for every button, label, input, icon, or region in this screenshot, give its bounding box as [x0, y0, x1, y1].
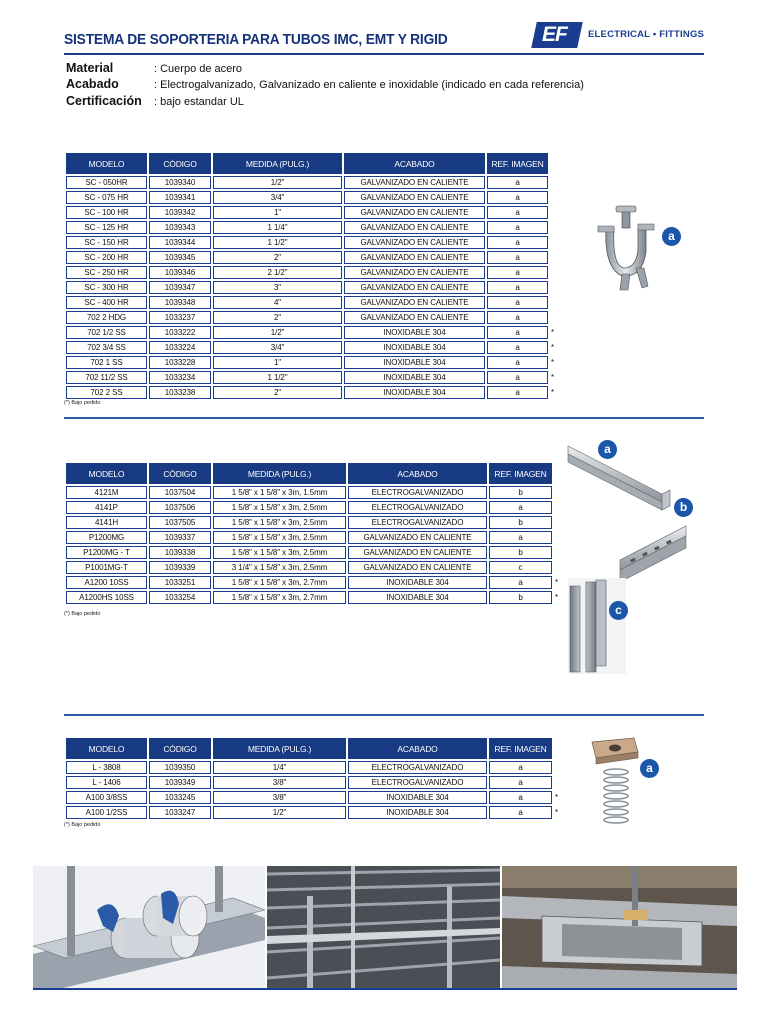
- cell-medida: 1 5/8" x 1 5/8" x 3m, 2.7mm: [213, 591, 346, 604]
- cell-acabado: ELECTROGALVANIZADO: [348, 501, 487, 514]
- cell-medida: 1 5/8" x 1 5/8" x 3m, 2.5mm: [213, 546, 346, 559]
- pipe-clamp-image: [592, 198, 660, 298]
- cell-codigo: 1033251: [149, 576, 211, 589]
- bajo-pedido-marker: *: [551, 358, 555, 367]
- cell-modelo: 4141P: [66, 501, 147, 514]
- cell-medida: 4": [213, 296, 342, 309]
- cell-medida: 2": [213, 311, 342, 324]
- spring-nut-image: [586, 736, 642, 830]
- cell-ref-imagen: b: [489, 591, 552, 604]
- col-header-modelo: MODELO: [66, 738, 147, 759]
- cell-acabado: GALVANIZADO EN CALIENTE: [348, 561, 487, 574]
- photo-ceiling-channels: [267, 866, 500, 988]
- cell-acabado: INOXIDABLE 304: [344, 341, 485, 354]
- col-header-medida: MEDIDA (PULG.): [213, 153, 342, 174]
- cell-medida: 3/8": [213, 791, 346, 804]
- cell-modelo: A100 3/8SS: [66, 791, 147, 804]
- cell-codigo: 1033228: [149, 356, 211, 369]
- cell-ref-imagen: a: [489, 791, 552, 804]
- cell-modelo: SC - 250 HR: [66, 266, 147, 279]
- cell-modelo: SC - 400 HR: [66, 296, 147, 309]
- cell-ref-imagen: b: [489, 486, 552, 499]
- cell-acabado: INOXIDABLE 304: [344, 326, 485, 339]
- installation-illustration: [33, 866, 265, 988]
- cell-acabado: INOXIDABLE 304: [348, 791, 487, 804]
- table-row: [66, 266, 548, 279]
- brand-logo: [534, 22, 704, 48]
- cell-modelo: 4141H: [66, 516, 147, 529]
- table-row: [66, 576, 552, 589]
- cell-modelo: 702 2 SS: [66, 386, 147, 399]
- cell-codigo: 1039345: [149, 251, 211, 264]
- cell-codigo: 1037504: [149, 486, 211, 499]
- cell-modelo: A100 1/2SS: [66, 806, 147, 819]
- cell-acabado: INOXIDABLE 304: [348, 806, 487, 819]
- col-header-ref-imagen: REF. IMAGEN: [487, 153, 548, 174]
- cell-modelo: L - 1406: [66, 776, 147, 789]
- cell-codigo: 1033234: [149, 371, 211, 384]
- table-row: [66, 386, 548, 399]
- cell-acabado: INOXIDABLE 304: [348, 591, 487, 604]
- cell-medida: 3/8": [213, 776, 346, 789]
- photo-strut-detail: [502, 866, 737, 988]
- cell-codigo: 1033247: [149, 806, 211, 819]
- spec-acabado: [66, 77, 584, 92]
- cell-ref-imagen: a: [487, 311, 548, 324]
- cell-ref-imagen: a: [487, 191, 548, 204]
- cell-ref-imagen: a: [487, 356, 548, 369]
- cell-medida: 2 1/2": [213, 266, 342, 279]
- cell-acabado: GALVANIZADO EN CALIENTE: [344, 251, 485, 264]
- table-row: [66, 311, 548, 324]
- table-row: [66, 591, 552, 604]
- cell-codigo: 1039344: [149, 236, 211, 249]
- cell-medida: 1 5/8" x 1 5/8" x 3m, 2.7mm: [213, 576, 346, 589]
- cell-modelo: A1200 10SS: [66, 576, 147, 589]
- table-row: [66, 251, 548, 264]
- cell-acabado: INOXIDABLE 304: [344, 386, 485, 399]
- cell-medida: 3 1/4" x 1 5/8" x 3m, 2.5mm: [213, 561, 346, 574]
- cell-ref-imagen: a: [487, 266, 548, 279]
- cell-ref-imagen: a: [487, 281, 548, 294]
- footnote: (*) Bajo pedido: [64, 611, 101, 617]
- title-divider: [64, 53, 704, 55]
- cell-modelo: SC - 075 HR: [66, 191, 147, 204]
- table-channels: [64, 461, 554, 606]
- col-header-codigo: CÓDIGO: [149, 738, 211, 759]
- col-header-ref-imagen: REF. IMAGEN: [489, 463, 552, 484]
- spec-label: Certificación: [66, 94, 142, 108]
- cell-modelo: SC - 050HR: [66, 176, 147, 189]
- ref-badge-a: a: [640, 759, 659, 778]
- cell-medida: 3/4": [213, 341, 342, 354]
- cell-codigo: 1033237: [149, 311, 211, 324]
- ref-badge-b: b: [674, 498, 693, 517]
- page-title: SISTEMA DE SOPORTERIA PARA TUBOS IMC, EMT Y RIGID: [64, 31, 448, 48]
- cell-acabado: GALVANIZADO EN CALIENTE: [348, 531, 487, 544]
- col-header-acabado: ACABADO: [348, 463, 487, 484]
- cell-ref-imagen: a: [487, 371, 548, 384]
- col-header-acabado: ACABADO: [344, 153, 485, 174]
- strut-detail-photo: [502, 866, 737, 988]
- cell-ref-imagen: b: [489, 516, 552, 529]
- table-row: [66, 326, 548, 339]
- strut-channel-images: [566, 436, 690, 676]
- table-row: [66, 806, 552, 819]
- cell-ref-imagen: a: [487, 341, 548, 354]
- bajo-pedido-marker: *: [555, 578, 559, 587]
- footnote: (*) Bajo pedido: [64, 822, 101, 828]
- cell-medida: 1 1/2": [213, 371, 342, 384]
- cell-codigo: 1039349: [149, 776, 211, 789]
- footnote: (*) Bajo pedido: [64, 400, 101, 406]
- cell-ref-imagen: a: [487, 386, 548, 399]
- table-row: [66, 791, 552, 804]
- spec-label: Material: [66, 61, 114, 75]
- cell-codigo: 1033224: [149, 341, 211, 354]
- cell-ref-imagen: a: [489, 776, 552, 789]
- cell-acabado: GALVANIZADO EN CALIENTE: [348, 546, 487, 559]
- cell-modelo: P1200MG - T: [66, 546, 147, 559]
- cell-ref-imagen: c: [489, 561, 552, 574]
- cell-acabado: INOXIDABLE 304: [344, 356, 485, 369]
- col-header-codigo: CÓDIGO: [149, 153, 211, 174]
- cell-acabado: GALVANIZADO EN CALIENTE: [344, 176, 485, 189]
- logo-text: ELECTRICAL • FITTINGS: [588, 29, 705, 40]
- cell-codigo: 1033238: [149, 386, 211, 399]
- col-header-acabado: ACABADO: [348, 738, 487, 759]
- cell-codigo: 1039343: [149, 221, 211, 234]
- cell-codigo: 1039341: [149, 191, 211, 204]
- cell-acabado: GALVANIZADO EN CALIENTE: [344, 236, 485, 249]
- col-header-medida: MEDIDA (PULG.): [213, 463, 346, 484]
- cell-codigo: 1037505: [149, 516, 211, 529]
- cell-modelo: SC - 200 HR: [66, 251, 147, 264]
- section-divider: [64, 714, 704, 716]
- ref-badge-a: a: [662, 227, 681, 246]
- cell-acabado: GALVANIZADO EN CALIENTE: [344, 296, 485, 309]
- cell-modelo: 4121M: [66, 486, 147, 499]
- cell-medida: 1 1/2": [213, 236, 342, 249]
- cell-medida: 1/2": [213, 806, 346, 819]
- bajo-pedido-marker: *: [551, 328, 555, 337]
- cell-medida: 3/4": [213, 191, 342, 204]
- table-row: [66, 486, 552, 499]
- cell-codigo: 1039348: [149, 296, 211, 309]
- cell-acabado: ELECTROGALVANIZADO: [348, 776, 487, 789]
- cell-medida: 1/2": [213, 326, 342, 339]
- cell-ref-imagen: a: [489, 761, 552, 774]
- cell-medida: 2": [213, 386, 342, 399]
- cell-medida: 1 1/4": [213, 221, 342, 234]
- cell-medida: 2": [213, 251, 342, 264]
- table-row: [66, 546, 552, 559]
- cell-medida: 1 5/8" x 1 5/8" x 3m, 2.5mm: [213, 531, 346, 544]
- cell-ref-imagen: a: [487, 206, 548, 219]
- cell-codigo: 1039339: [149, 561, 211, 574]
- cell-acabado: GALVANIZADO EN CALIENTE: [344, 281, 485, 294]
- bajo-pedido-marker: *: [555, 808, 559, 817]
- cell-modelo: 702 11/2 SS: [66, 371, 147, 384]
- spec-material: [66, 61, 242, 76]
- cell-modelo: SC - 100 HR: [66, 206, 147, 219]
- cell-modelo: SC - 125 HR: [66, 221, 147, 234]
- table-row: [66, 296, 548, 309]
- cell-codigo: 1033245: [149, 791, 211, 804]
- cell-acabado: ELECTROGALVANIZADO: [348, 516, 487, 529]
- ref-badge-a: a: [598, 440, 617, 459]
- col-header-modelo: MODELO: [66, 153, 147, 174]
- bajo-pedido-marker: *: [551, 388, 555, 397]
- cell-ref-imagen: a: [489, 531, 552, 544]
- cell-ref-imagen: a: [487, 236, 548, 249]
- cell-ref-imagen: a: [487, 221, 548, 234]
- bajo-pedido-marker: *: [551, 373, 555, 382]
- cell-codigo: 1039338: [149, 546, 211, 559]
- cell-codigo: 1033222: [149, 326, 211, 339]
- cell-modelo: 702 2 HDG: [66, 311, 147, 324]
- cell-modelo: SC - 150 HR: [66, 236, 147, 249]
- ref-badge-c: c: [609, 601, 628, 620]
- table-row: [66, 236, 548, 249]
- col-header-modelo: MODELO: [66, 463, 147, 484]
- table-row: [66, 176, 548, 189]
- spec-label: Acabado: [66, 77, 119, 91]
- cell-modelo: SC - 300 HR: [66, 281, 147, 294]
- spec-certificacion: [66, 94, 244, 109]
- table-row: [66, 776, 552, 789]
- bajo-pedido-marker: *: [551, 343, 555, 352]
- cell-codigo: 1039347: [149, 281, 211, 294]
- cell-acabado: GALVANIZADO EN CALIENTE: [344, 191, 485, 204]
- table-row: [66, 761, 552, 774]
- cell-medida: 1/2": [213, 176, 342, 189]
- cell-ref-imagen: a: [487, 176, 548, 189]
- cell-medida: 1/4": [213, 761, 346, 774]
- cell-codigo: 1039342: [149, 206, 211, 219]
- footer-divider: [33, 988, 737, 990]
- table-row: [66, 341, 548, 354]
- cell-ref-imagen: a: [487, 296, 548, 309]
- table-row: [66, 371, 548, 384]
- table-row: [66, 206, 548, 219]
- cell-codigo: 1039350: [149, 761, 211, 774]
- cell-ref-imagen: a: [487, 326, 548, 339]
- cell-codigo: 1037506: [149, 501, 211, 514]
- table-row: [66, 531, 552, 544]
- col-header-ref-imagen: REF. IMAGEN: [489, 738, 552, 759]
- cell-codigo: 1039337: [149, 531, 211, 544]
- cell-medida: 1 5/8" x 1 5/8" x 3m, 2.5mm: [213, 516, 346, 529]
- cell-modelo: 702 1/2 SS: [66, 326, 147, 339]
- spec-value: : Cuerpo de acero: [154, 63, 243, 75]
- cell-acabado: ELECTROGALVANIZADO: [348, 761, 487, 774]
- cell-modelo: L - 3808: [66, 761, 147, 774]
- logo-mark: EF: [542, 23, 567, 46]
- cell-ref-imagen: b: [489, 546, 552, 559]
- cell-ref-imagen: a: [487, 251, 548, 264]
- cell-acabado: INOXIDABLE 304: [344, 371, 485, 384]
- cell-modelo: P1200MG: [66, 531, 147, 544]
- cell-acabado: GALVANIZADO EN CALIENTE: [344, 266, 485, 279]
- spec-value: : bajo estandar UL: [154, 96, 244, 108]
- col-header-medida: MEDIDA (PULG.): [213, 738, 346, 759]
- cell-modelo: P1001MG-T: [66, 561, 147, 574]
- photo-installation-diagram: [33, 866, 265, 988]
- section-divider: [64, 417, 704, 419]
- table-row: [66, 516, 552, 529]
- cell-medida: 1": [213, 356, 342, 369]
- cell-codigo: 1039340: [149, 176, 211, 189]
- cell-acabado: GALVANIZADO EN CALIENTE: [344, 206, 485, 219]
- cell-modelo: 702 1 SS: [66, 356, 147, 369]
- cell-acabado: ELECTROGALVANIZADO: [348, 486, 487, 499]
- table-row: [66, 501, 552, 514]
- cell-ref-imagen: a: [489, 501, 552, 514]
- cell-codigo: 1033254: [149, 591, 211, 604]
- cell-ref-imagen: a: [489, 806, 552, 819]
- col-header-codigo: CÓDIGO: [149, 463, 211, 484]
- spec-value: : Electrogalvanizado, Galvanizado en caliente e inoxidable (indicado en cada referencia): [154, 79, 584, 91]
- cell-medida: 1 5/8" x 1 5/8" x 3m, 1.5mm: [213, 486, 346, 499]
- cell-acabado: INOXIDABLE 304: [348, 576, 487, 589]
- table-spring-nuts: [64, 736, 554, 821]
- table-row: [66, 221, 548, 234]
- cell-ref-imagen: a: [489, 576, 552, 589]
- table-clamps: [64, 151, 550, 401]
- ceiling-photo: [267, 866, 500, 988]
- table-row: [66, 356, 548, 369]
- table-row: [66, 191, 548, 204]
- cell-medida: 3": [213, 281, 342, 294]
- cell-modelo: A1200HS 10SS: [66, 591, 147, 604]
- cell-medida: 1 5/8" x 1 5/8" x 3m, 2.5mm: [213, 501, 346, 514]
- cell-acabado: GALVANIZADO EN CALIENTE: [344, 311, 485, 324]
- bajo-pedido-marker: *: [555, 593, 559, 602]
- table-row: [66, 281, 548, 294]
- cell-modelo: 702 3/4 SS: [66, 341, 147, 354]
- cell-medida: 1": [213, 206, 342, 219]
- cell-codigo: 1039346: [149, 266, 211, 279]
- bajo-pedido-marker: *: [555, 793, 559, 802]
- cell-acabado: GALVANIZADO EN CALIENTE: [344, 221, 485, 234]
- table-row: [66, 561, 552, 574]
